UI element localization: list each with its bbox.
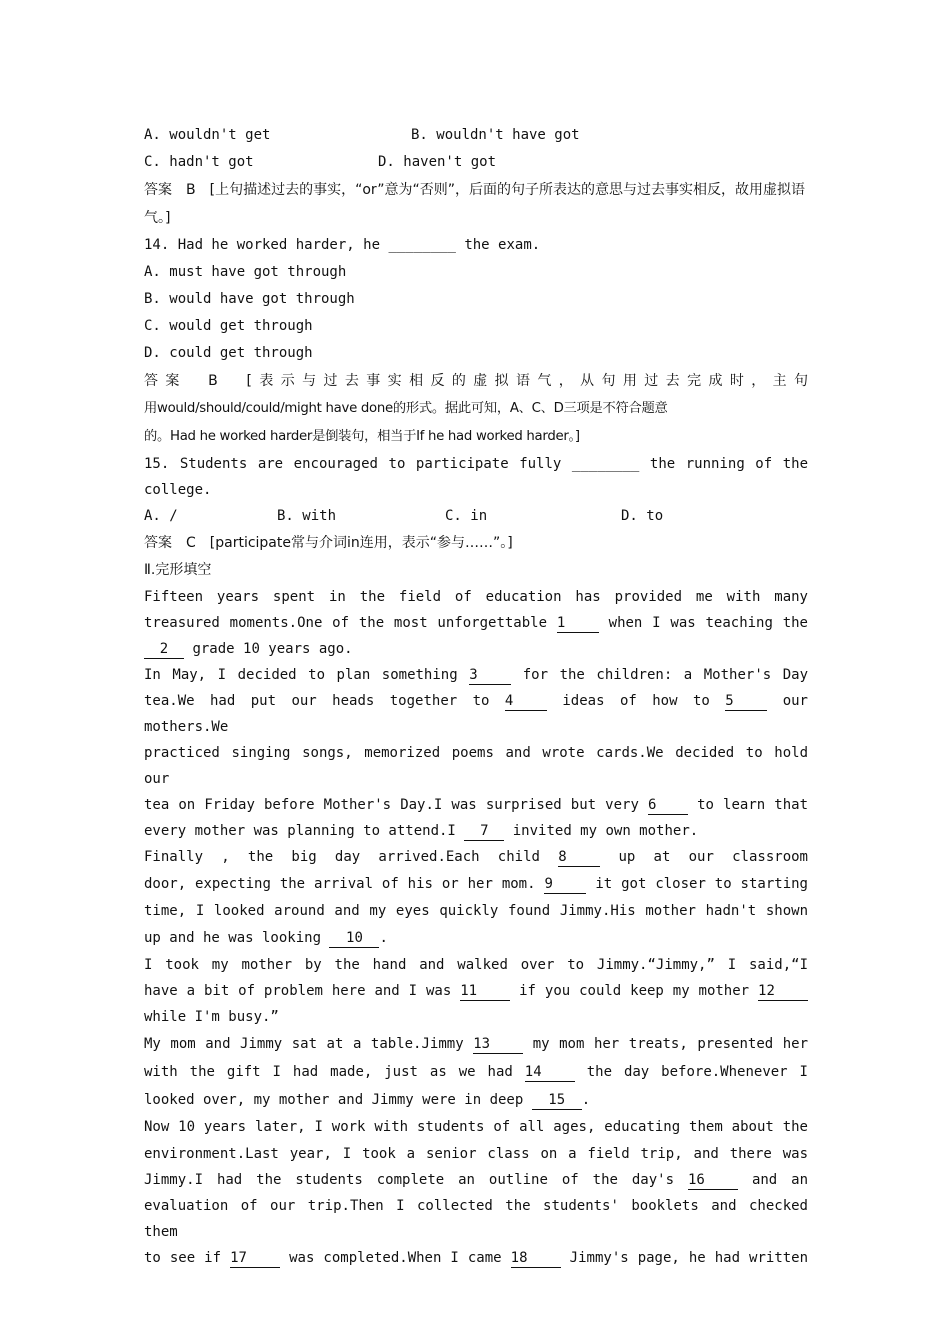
cloze-blank-8: 8	[558, 848, 600, 867]
cloze-text: ideas of how to	[562, 693, 710, 709]
cloze-line	[144, 844, 808, 871]
cloze-blank-15: 15	[532, 1091, 582, 1110]
q15-option-a: A. /	[144, 508, 178, 524]
q15-stem-line-2: college.	[144, 482, 212, 498]
q15-option-d: D. to	[621, 508, 664, 524]
cloze-paragraph-3	[144, 844, 808, 952]
q15-stem-line-1	[144, 451, 808, 478]
cloze-text: up and he was looking	[144, 930, 322, 946]
cloze-paragraph-4	[144, 952, 808, 1030]
cloze-text: for the children: a Mother's Day	[522, 667, 809, 683]
cloze-line	[144, 978, 808, 1004]
cloze-blank-1: 1	[557, 614, 599, 633]
cloze-text: our mothers.We	[144, 693, 808, 735]
cloze-blank-6: 6	[648, 796, 688, 815]
cloze-text: up at our classroom	[618, 849, 808, 865]
cloze-text: have a bit of problem here and I was	[144, 983, 452, 999]
q15-options-row	[144, 503, 808, 530]
q13-option-d: D. haven't got	[378, 154, 497, 170]
cloze-line	[144, 1030, 808, 1058]
cloze-text: door, expecting the arrival of his or her mom.	[144, 876, 536, 892]
cloze-line	[144, 1058, 808, 1086]
q13-option-a: A. wouldn't get	[144, 127, 271, 143]
section-title: Ⅱ.完形填空	[144, 562, 212, 578]
cloze-line: evaluation of our trip.Then I collected the students' booklets and checked them	[144, 1198, 808, 1240]
cloze-blank-2: 2	[144, 640, 184, 659]
cloze-text: to see if	[144, 1250, 222, 1266]
cloze-blank-9: 9	[544, 875, 586, 894]
cloze-line	[144, 871, 808, 898]
q14-option-d: D. could get through	[144, 345, 313, 361]
q13-option-c: C. hadn't got	[144, 154, 254, 170]
q15-stem-text: 15. Students are encouraged to participate fully	[144, 456, 562, 472]
q15-answer: 答案 C [participate常与介词in连用，表示“参与……”。]	[144, 535, 513, 551]
cloze-blank-16: 16	[688, 1171, 738, 1190]
cloze-blank-14: 14	[525, 1063, 575, 1082]
cloze-line	[144, 818, 808, 844]
cloze-text: .	[379, 930, 388, 946]
cloze-text: Jimmy's page, he had written	[569, 1250, 809, 1266]
cloze-blank-7: 7	[464, 822, 504, 841]
cloze-line: environment.Last year, I took a senior class on a field trip, and there was	[144, 1146, 808, 1162]
cloze-blank-12: 12	[758, 982, 808, 1001]
cloze-line: I took my mother by the hand and walked over to Jimmy.“Jimmy,” I said,“I	[144, 957, 808, 973]
cloze-line	[144, 1168, 808, 1193]
q15-stem-cont: the running of the	[649, 456, 809, 472]
cloze-text: My mom and Jimmy sat at a table.Jimmy	[144, 1036, 464, 1052]
cloze-paragraph-5	[144, 1030, 808, 1114]
cloze-text: grade 10 years ago.	[192, 641, 353, 657]
cloze-blank-3: 3	[469, 666, 511, 685]
cloze-blank-4: 4	[505, 692, 547, 711]
cloze-text: looked over, my mother and Jimmy were in deep	[144, 1092, 524, 1108]
cloze-text: Finally , the big day arrived.Each child	[144, 849, 540, 865]
q13-options-row-2	[144, 149, 808, 176]
cloze-text: and an	[751, 1172, 809, 1188]
cloze-line	[144, 662, 808, 688]
cloze-text: Jimmy.I had the students complete an outline of the day's	[144, 1172, 675, 1188]
cloze-text: with the gift I had made, just as we had	[144, 1064, 513, 1080]
cloze-text: In May, I decided to plan something	[144, 667, 458, 683]
cloze-line	[144, 636, 808, 662]
cloze-text: treasured moments.One of the most unforgettable	[144, 615, 548, 631]
cloze-line	[144, 925, 808, 952]
cloze-text: tea.We had put our heads together to	[144, 693, 490, 709]
q14-blank: ________	[388, 237, 456, 253]
cloze-line: Now 10 years later, I work with students of all ages, educating them about the	[144, 1119, 808, 1135]
q14-answer-line-3: 的。Had he worked harder是倒装句，相当于If he had worked harder。]	[144, 429, 580, 444]
cloze-line	[144, 1245, 808, 1271]
q14-stem-end: the exam.	[464, 237, 541, 253]
cloze-line: while I'm busy.”	[144, 1009, 279, 1025]
cloze-blank-5: 5	[725, 692, 767, 711]
cloze-blank-17: 17	[230, 1249, 280, 1268]
cloze-line	[144, 688, 808, 740]
q13-answer: 答案 B [上句描述过去的事实，“or”意为“否则”，后面的句子所表达的意思与过去事实相反，故用虚拟语气。]	[144, 182, 805, 226]
cloze-paragraph-2	[144, 662, 808, 844]
cloze-line: time, I looked around and my eyes quickly found Jimmy.His mother hadn't shown	[144, 903, 808, 919]
cloze-text: every mother was planning to attend.I	[144, 823, 456, 839]
cloze-text: invited my own mother.	[512, 823, 699, 839]
q14-option-c: C. would get through	[144, 318, 313, 334]
q14-option-b: B. would have got through	[144, 291, 355, 307]
q14-option-a: A. must have got through	[144, 264, 347, 280]
cloze-blank-10: 10	[329, 929, 379, 948]
cloze-line: Fifteen years spent in the field of education has provided me with many	[144, 589, 808, 605]
cloze-text: the day before.Whenever I	[586, 1064, 808, 1080]
document-page	[144, 122, 808, 1271]
cloze-text: when I was teaching the	[608, 615, 808, 631]
cloze-paragraph-6	[144, 1114, 808, 1271]
cloze-text: .	[581, 1092, 591, 1108]
cloze-line: practiced singing songs, memorized poems and wrote cards.We decided to hold our	[144, 745, 808, 787]
cloze-text: if you could keep my mother	[519, 983, 750, 999]
q14-answer-line-2: 用would/should/could/might have done的形式。据此可知，A、C、D三项是不符合题意	[144, 401, 668, 416]
cloze-text: tea on Friday before Mother's Day.I was surprised but very	[144, 797, 639, 813]
q15-option-c: C. in	[445, 508, 488, 524]
cloze-blank-11: 11	[460, 982, 510, 1001]
cloze-text: my mom her treats, presented her	[532, 1036, 808, 1052]
cloze-line	[144, 610, 808, 636]
cloze-text: it got closer to starting	[595, 876, 808, 892]
cloze-paragraph-1	[144, 584, 808, 662]
q14-stem-text: 14. Had he worked harder, he	[144, 237, 381, 253]
q14-answer-line-1: 答案 B [表示与过去事实相反的虚拟语气，从句用过去完成时，主句	[144, 373, 808, 389]
cloze-line	[144, 792, 808, 818]
cloze-text: was completed.When I came	[289, 1250, 502, 1266]
cloze-blank-13: 13	[473, 1035, 523, 1054]
cloze-text: to learn that	[697, 797, 809, 813]
q14-stem	[144, 232, 808, 259]
q13-option-b: B. wouldn't have got	[411, 127, 580, 143]
q15-option-b: B. with	[277, 508, 337, 524]
cloze-blank-18: 18	[511, 1249, 561, 1268]
cloze-line	[144, 1086, 808, 1114]
q15-blank: ________	[571, 456, 640, 472]
q13-options-row-1	[144, 122, 808, 149]
